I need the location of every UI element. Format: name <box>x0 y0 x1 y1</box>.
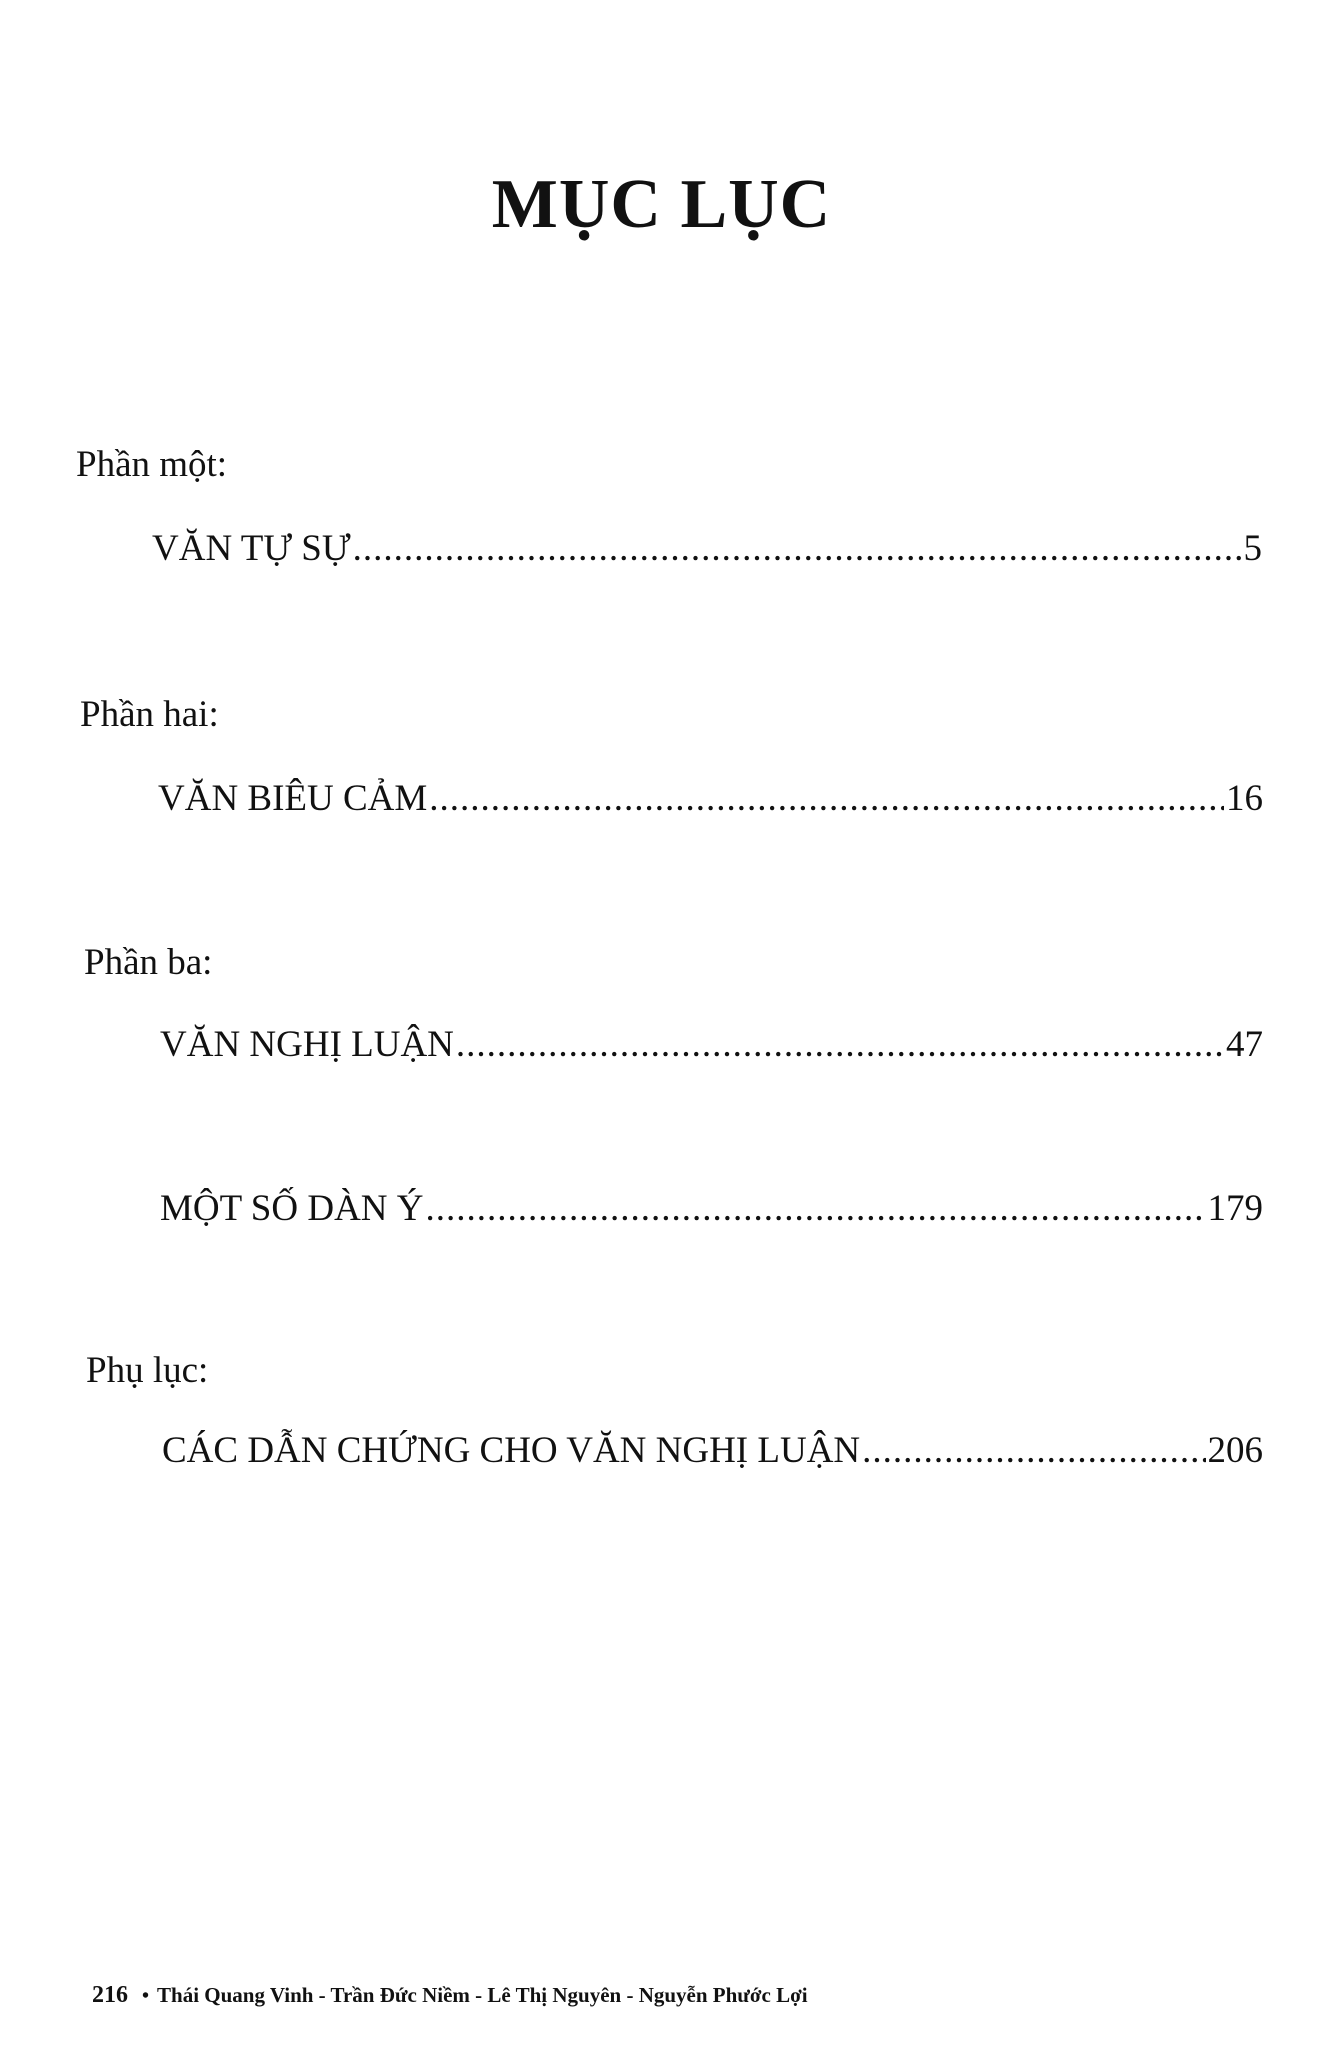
toc-page-number: 179 <box>1207 1188 1263 1229</box>
dot-leader <box>862 1432 1205 1469</box>
dot-leader <box>353 530 1242 567</box>
bullet-icon: • <box>142 1985 150 2007</box>
toc-page-number: 16 <box>1226 778 1263 819</box>
toc-entry-title: VĂN BIÊU CẢM <box>158 778 428 819</box>
toc-entry[interactable] <box>152 530 1262 567</box>
toc-page-number: 5 <box>1243 528 1262 569</box>
toc-entry[interactable] <box>160 1026 1263 1063</box>
toc-entry-title: CÁC DẪN CHỨNG CHO VĂN NGHỊ LUẬN <box>162 1430 861 1471</box>
section-label-appendix: Phụ lục: <box>86 1350 209 1391</box>
toc-entry-title: VĂN NGHỊ LUẬN <box>160 1024 454 1065</box>
toc-page-number: 206 <box>1207 1430 1263 1471</box>
page-footer <box>92 1982 808 2009</box>
toc-page-number: 47 <box>1226 1024 1263 1065</box>
section-label-part-three: Phần ba: <box>84 942 213 983</box>
dot-leader <box>429 780 1224 817</box>
page-title: MỤC LỤC <box>491 166 832 243</box>
section-label-part-one: Phần một: <box>76 444 228 485</box>
section-label-part-two: Phần hai: <box>80 694 219 735</box>
toc-entry[interactable] <box>158 780 1263 817</box>
dot-leader <box>456 1026 1224 1063</box>
dot-leader <box>425 1190 1205 1227</box>
footer-authors: Thái Quang Vinh - Trần Đức Niềm - Lê Thị Nguyên - Nguyễn Phước Lợi <box>157 1983 808 2007</box>
toc-entry[interactable] <box>162 1432 1263 1469</box>
toc-entry-title: MỘT SỐ DÀN Ý <box>160 1188 424 1229</box>
toc-entry[interactable] <box>160 1190 1263 1227</box>
footer-page-number: 216 <box>92 1982 128 2008</box>
toc-entry-title: VĂN TỰ SỰ <box>152 528 351 569</box>
